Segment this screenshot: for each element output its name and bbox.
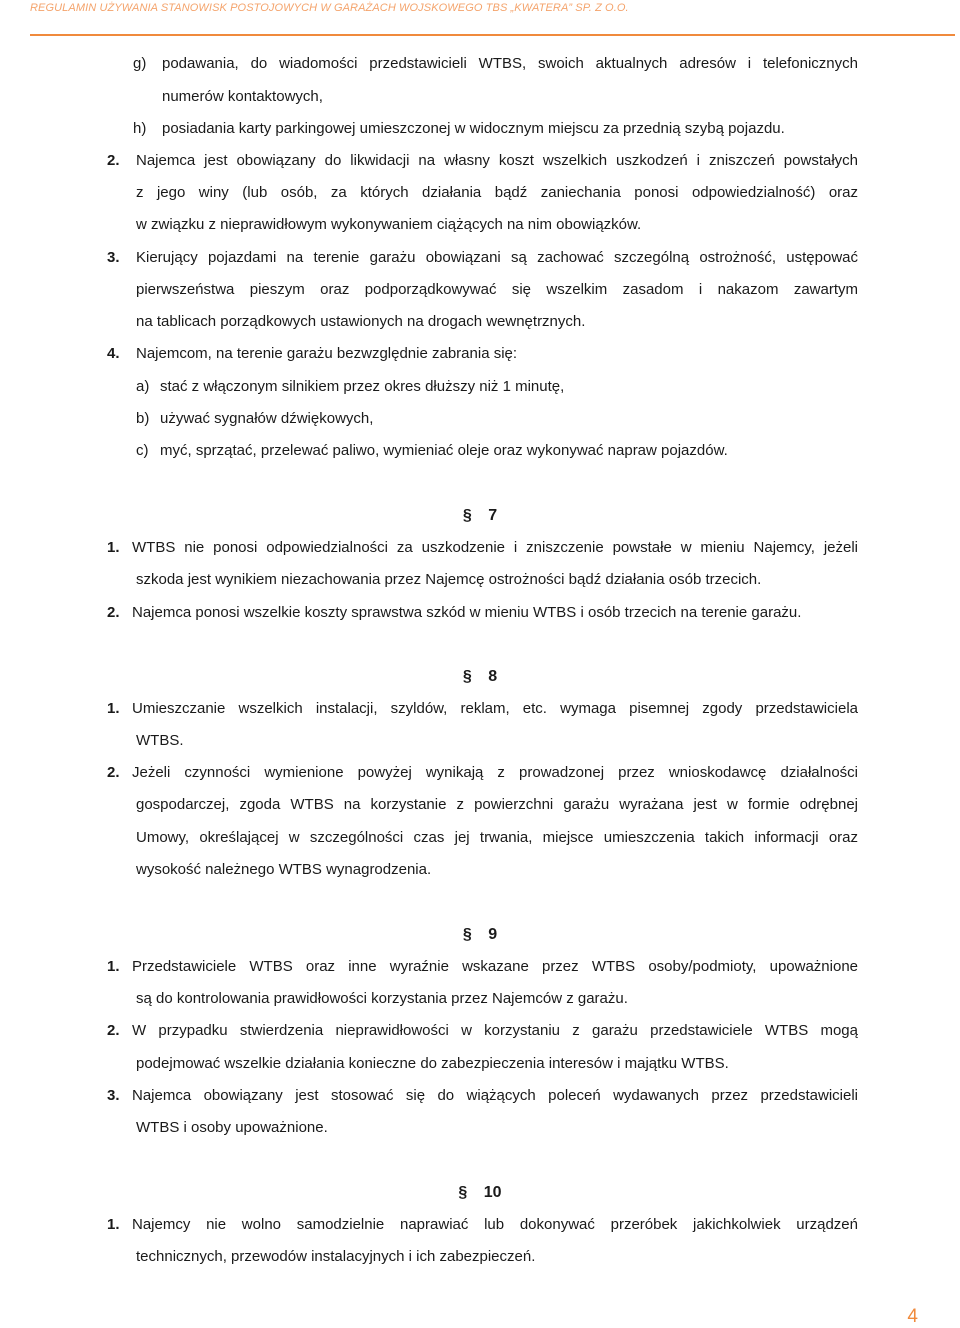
paragraph-number: 1.	[107, 958, 120, 975]
paragraph-number: 2.	[107, 152, 120, 169]
list-item-text: posiadania karty parkingowej umieszczonej w widocznym miejscu za przednią szybą pojazdu.	[162, 120, 785, 137]
header-rule	[30, 34, 955, 36]
paragraph-text: w związku z nieprawidłowym wykonywaniem ciążących na nim obowiązków.	[136, 216, 642, 233]
list-item-text: myć, sprzątać, przelewać paliwo, wymieniać oleje oraz wykonywać napraw pojazdów.	[160, 442, 728, 459]
paragraph-text: Najemca jest obowiązany do likwidacji na własny koszt wszelkich uszkodzeń i zniszczeń powstałych	[136, 152, 858, 169]
paragraph-number: 2.	[107, 604, 120, 621]
section-heading-10	[0, 1184, 960, 1202]
list-marker: c)	[136, 442, 149, 459]
section-symbol: §	[462, 668, 472, 685]
paragraph-text: WTBS i osoby upoważnione.	[136, 1119, 328, 1136]
paragraph-number: 3.	[107, 249, 120, 266]
paragraph-text: Przedstawiciele WTBS oraz inne wyraźnie wskazane przez WTBS osoby/podmioty, upoważnione	[132, 958, 858, 975]
paragraph-text: wysokość należnego WTBS wynagrodzenia.	[136, 861, 432, 878]
list-item-text: podawania, do wiadomości przedstawicieli WTBS, swoich aktualnych adresów i telefonicznych	[162, 55, 858, 72]
paragraph-text: Umowy, określającej w szczególności czas jej trwania, miejsce umieszczenia takich informacji oraz	[136, 829, 858, 846]
paragraph-text: szkoda jest wynikiem niezachowania przez Najemcę ostrożności bądź działania osób trzecich.	[136, 571, 762, 588]
paragraph-text: Najemca ponosi wszelkie koszty sprawstwa szkód w mieniu WTBS i osób trzecich na terenie garażu.	[132, 604, 802, 621]
section-number: 9	[488, 926, 498, 943]
paragraph-text: są do kontrolowania prawidłowości korzystania przez Najemców z garażu.	[136, 990, 628, 1007]
paragraph-text: WTBS nie ponosi odpowiedzialności za uszkodzenie i zniszczenie powstałe w mieniu Najemcy, jeżeli	[132, 539, 858, 556]
section-number: 7	[488, 507, 498, 524]
paragraph-text: Najemcom, na terenie garażu bezwzględnie zabrania się:	[136, 345, 518, 362]
paragraph-text: Kierujący pojazdami na terenie garażu obowiązani są zachować szczególną ostrożność, ustępować	[136, 249, 858, 266]
paragraph-text: Umieszczanie wszelkich instalacji, szyldów, reklam, etc. wymaga pisemnej zgody przedstawiciela	[132, 700, 858, 717]
list-item-text: używać sygnałów dźwiękowych,	[160, 410, 374, 427]
section-symbol: §	[458, 1184, 468, 1201]
list-marker: a)	[136, 378, 150, 395]
section-heading-7	[0, 507, 960, 525]
section-heading-9	[0, 926, 960, 944]
paragraph-text: WTBS.	[136, 732, 184, 749]
page-header	[0, 0, 960, 40]
paragraph-number: 3.	[107, 1087, 120, 1104]
paragraph-number: 2.	[107, 764, 120, 781]
paragraph-text: gospodarczej, zgoda WTBS na korzystanie z powierzchni garażu wyrażana jest w formie odrębnej	[136, 796, 858, 813]
paragraph-text: W przypadku stwierdzenia nieprawidłowości w korzystaniu z garażu przedstawiciele WTBS mogą	[132, 1022, 858, 1039]
paragraph-text: Najemcy nie wolno samodzielnie naprawiać lub dokonywać przeróbek jakichkolwiek urządzeń	[132, 1216, 858, 1233]
list-marker: g)	[133, 55, 147, 72]
paragraph-text: Jeżeli czynności wymienione powyżej wynikają z prowadzonej przez wnioskodawcę działalności	[132, 764, 858, 781]
paragraph-number: 1.	[107, 539, 120, 556]
running-title: REGULAMIN UŻYWANIA STANOWISK POSTOJOWYCH W GARAŻACH WOJSKOWEGO TBS „KWATERA” SP. Z O.O.	[30, 2, 629, 14]
list-marker: h)	[133, 120, 147, 137]
list-item-text: stać z włączonym silnikiem przez okres dłuższy niż 1 minutę,	[160, 378, 565, 395]
paragraph-number: 2.	[107, 1022, 120, 1039]
section-heading-8	[0, 668, 960, 686]
section-symbol: §	[462, 507, 472, 524]
section-symbol: §	[462, 926, 472, 943]
list-marker: b)	[136, 410, 150, 427]
list-item-text: numerów kontaktowych,	[162, 88, 323, 105]
paragraph-text: podejmować wszelkie działania konieczne do zabezpieczenia interesów i majątku WTBS.	[136, 1055, 729, 1072]
section-number: 10	[483, 1184, 502, 1201]
paragraph-number: 1.	[107, 700, 120, 717]
paragraph-text: pierwszeństwa pieszym oraz podporządkowywać się wszelkim zasadom i nakazom zawartym	[136, 281, 858, 298]
paragraph-number: 4.	[107, 345, 120, 362]
paragraph-text: technicznych, przewodów instalacyjnych i ich zabezpieczeń.	[136, 1248, 536, 1265]
paragraph-text: na tablicach porządkowych ustawionych na drogach wewnętrznych.	[136, 313, 586, 330]
page-number: 4	[907, 1306, 918, 1327]
paragraph-text: z jego winy (lub osób, za których działania bądź zaniechania ponosi odpowiedzialność) oraz	[136, 184, 858, 201]
paragraph-number: 1.	[107, 1216, 120, 1233]
section-number: 8	[488, 668, 498, 685]
paragraph-text: Najemca obowiązany jest stosować się do wiążących poleceń wydawanych przez przedstawicieli	[132, 1087, 858, 1104]
